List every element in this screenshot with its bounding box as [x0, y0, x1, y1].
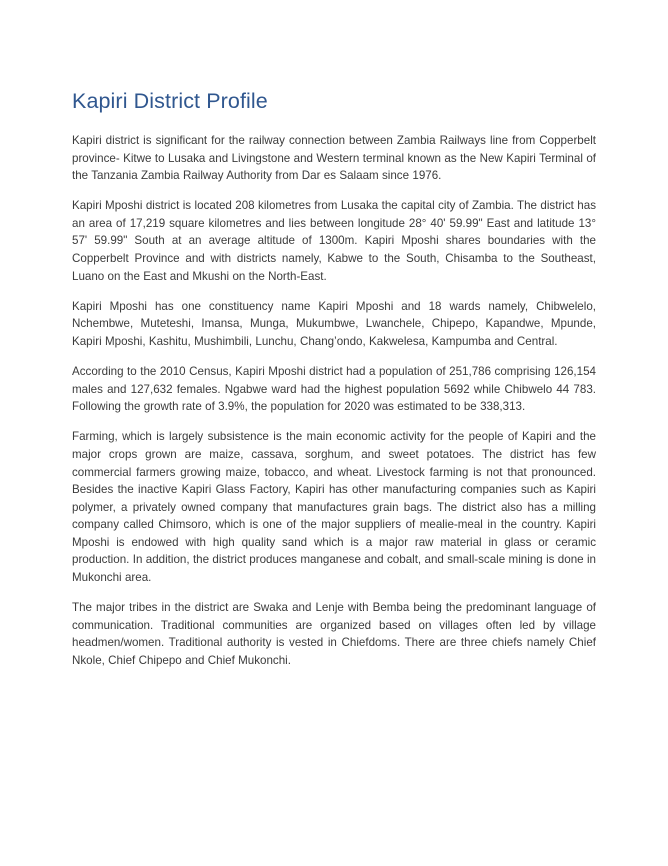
paragraph-tribes-and-chiefs: The major tribes in the district are Swaka and Lenje with Bemba being the predominant language of communication. Traditional communities are organized based on villages often led by village headmen/women. Traditional authority is vested in Chiefdoms. There are three chiefs namely Chief Nkole, Chief Chipepo and Chief Mukonchi.: [72, 601, 596, 667]
page-title: Kapiri District Profile: [72, 89, 268, 113]
document-body: [72, 88, 596, 670]
paragraph-constituency-and-wards: Kapiri Mposhi has one constituency name Kapiri Mposhi and 18 wards namely, Chibwelelo, Nchembwe, Muteteshi, Imansa, Munga, Mukumbwe, Lwanchele, Chipepo, Kapandwe, Mpunde, Kapiri Mposhi, Kashitu, Mushimbili, Lunchu, Chang’ondo, Kakwelesa, Kampumba and Central.: [72, 299, 596, 348]
paragraph-economy-farming-industry: Farming, which is largely subsistence is the main economic activity for the people of Kapiri and the major crops grown are maize, cassava, sorghum, and sweet potatoes. The district has few commercial farmers growing maize, tobacco, and wheat. Livestock farming is not that pronounced. Besides the inactive Kapiri Glass Factory, Kapiri has other manufacturing companies such as Kapiri polymer, a privately owned company that manufactures grain bags. The district also has a milling company called Chimsoro, which is one of the major suppliers of mealie-meal in the country. Kapiri Mposhi is endowed with high quality sand which is a major raw material in glass or ceramic production. In addition, the district produces manganese and cobalt, and small-scale mining is done in Mukonchi area.: [72, 430, 596, 585]
paragraph-railway-connection: Kapiri district is significant for the railway connection between Zambia Railways line from Copperbelt province- Kitwe to Lusaka and Livingstone and Western terminal known as the New Kapiri Terminal of the Tanzania Zambia Railway Authority from Dar es Salaam since 1976.: [72, 134, 596, 183]
paragraph-population-census: According to the 2010 Census, Kapiri Mposhi district had a population of 251,786 comprising 126,154 males and 127,632 females. Ngabwe ward had the highest population 5692 while Chibwelo 44 783. Following the growth rate of 3.9%, the population for 2020 was estimated to be 338,313.: [72, 365, 596, 414]
paragraph-location-and-boundaries: Kapiri Mposhi district is located 208 kilometres from Lusaka the capital city of Zambia. The district has an area of 17,219 square kilometres and lies between longitude 28° 40' 59.99" East and latitude 13° 57' 59.99" South at an average altitude of 1300m. Kapiri Mposhi shares boundaries with the Copperbelt Province and with districts namely, Kabwe to the South, Chisamba to the Southeast, Luano on the East and Mkushi on the North-East.: [72, 199, 596, 283]
